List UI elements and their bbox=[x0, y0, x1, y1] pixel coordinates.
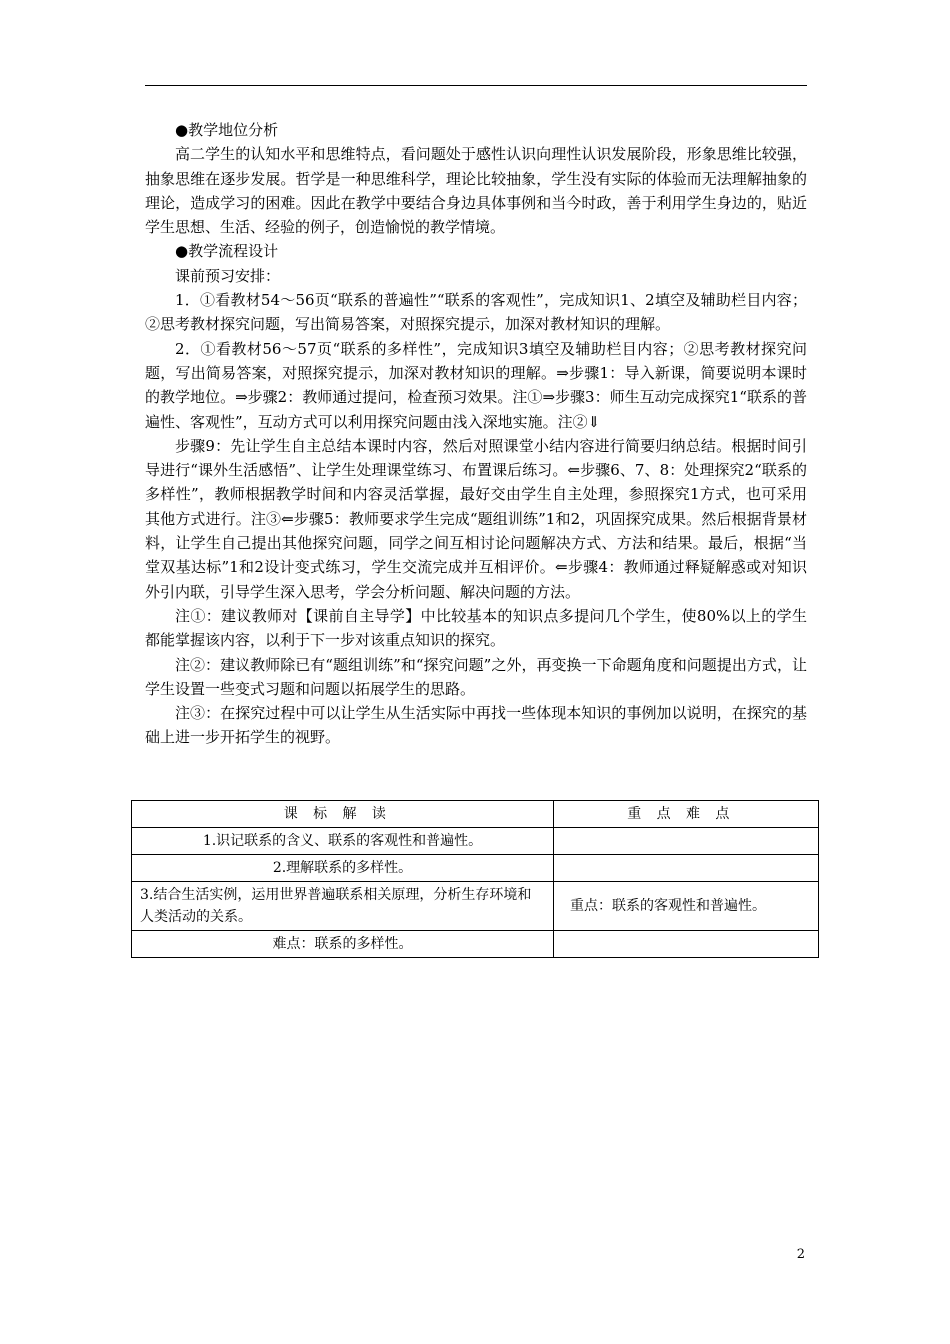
header-rule bbox=[145, 85, 807, 86]
document-body bbox=[145, 118, 807, 750]
table-cell-curriculum-3: 3.结合生活实例，运用世界普遍联系相关原理，分析生存环境和人类活动的关系。 bbox=[132, 882, 554, 931]
table-row bbox=[132, 931, 819, 958]
table-cell-empty bbox=[554, 931, 819, 958]
table-header-key-points: 重点难点 bbox=[554, 801, 819, 828]
table-cell-empty bbox=[554, 855, 819, 882]
section-heading-teaching-flow: ●教学流程设计 bbox=[175, 242, 279, 261]
paragraph-preview-item-2: 2．①看教材56～57页“联系的多样性”，完成知识3填空及辅助栏目内容；②思考教材探究问题，写出简易答案，对照探究提示，加深对教材知识的理解。⇒步骤1：导入新课，简要说明本课时的教学地位。⇒步骤2：教师通过提问，检查预习效果。注①⇒步骤3：师生互动完成探究1“联系的普遍性、客观性”，互动方式可以利用探究问题由浅入深地实施。注②⇓ bbox=[145, 339, 807, 431]
table-cell-difficult-point: 难点：联系的多样性。 bbox=[132, 931, 554, 958]
table-cell-empty bbox=[554, 828, 819, 855]
table-cell-curriculum-1: 1.识记联系的含义、联系的客观性和普遍性。 bbox=[132, 828, 554, 855]
paragraph-note-3: 注③：在探究过程中可以让学生从生活实际中再找一些体现本知识的事例加以说明，在探究的基础上进一步开拓学生的视野。 bbox=[145, 704, 807, 747]
page-number: 2 bbox=[796, 1247, 805, 1262]
paragraph-preview-item-1: 1．①看教材54～56页“联系的普遍性”“联系的客观性”，完成知识1、2填空及辅助栏目内容；②思考教材探究问题，写出简易答案，对照探究提示，加深对教材知识的理解。 bbox=[145, 291, 807, 334]
paragraph-preview-title: 课前预习安排： bbox=[175, 266, 281, 285]
section-heading-teaching-status: ●教学地位分析 bbox=[175, 121, 279, 139]
table-row bbox=[132, 855, 819, 882]
paragraph-teaching-status: 高二学生的认知水平和思维特点，看问题处于感性认识向理性认识发展阶段，形象思维比较强，抽象思维在逐步发展。哲学是一种思维科学，理论比较抽象，学生没有实际的体验而无法理解抽象的理论，造成学习的困难。因此在教学中要结合身边具体事例和当今时政，善于利用学生身边的，贴近学生思想、生活、经验的例子，创造愉悦的教学情境。 bbox=[145, 145, 807, 237]
table-header-curriculum: 课标解读 bbox=[132, 801, 554, 828]
table-cell-key-point: 重点：联系的客观性和普遍性。 bbox=[554, 882, 819, 931]
table-cell-curriculum-2: 2.理解联系的多样性。 bbox=[132, 855, 554, 882]
paragraph-note-2: 注②：建议教师除已有“题组训练”和“探究问题”之外，再变换一下命题角度和问题提出方式，让学生设置一些变式习题和问题以拓展学生的思路。 bbox=[145, 655, 807, 698]
table-header-row bbox=[132, 801, 819, 828]
paragraph-step-9: 步骤9：先让学生自主总结本课时内容，然后对照课堂小结内容进行简要归纳总结。根据时间引导进行“课外生活感悟”、让学生处理课堂练习、布置课后练习。⇐步骤6、7、8：处理探究2“联系的多样性”，教师根据教学时间和内容灵活掌握，最好交由学生自主处理，参照探究1方式，也可采用其他方式进行。注③⇐步骤5：教师要求学生完成“题组训练”1和2，巩固探究成果。然后根据背景材料，让学生自己提出其他探究问题，同学之间互相讨论问题解决方式、方法和结果。最后，根据“当堂双基达标”1和2设计变式练习，学生交流完成并互相评价。⇐步骤4：教师通过释疑解惑或对知识外引内联，引导学生深入思考，学会分析问题、解决问题的方法。 bbox=[145, 436, 807, 601]
table-row bbox=[132, 828, 819, 855]
paragraph-note-1: 注①：建议教师对【课前自主导学】中比较基本的知识点多提问几个学生，使80%以上的学生都能掌握该内容，以利于下一步对该重点知识的探究。 bbox=[145, 606, 807, 650]
table-row bbox=[132, 882, 819, 931]
curriculum-table bbox=[131, 800, 819, 958]
